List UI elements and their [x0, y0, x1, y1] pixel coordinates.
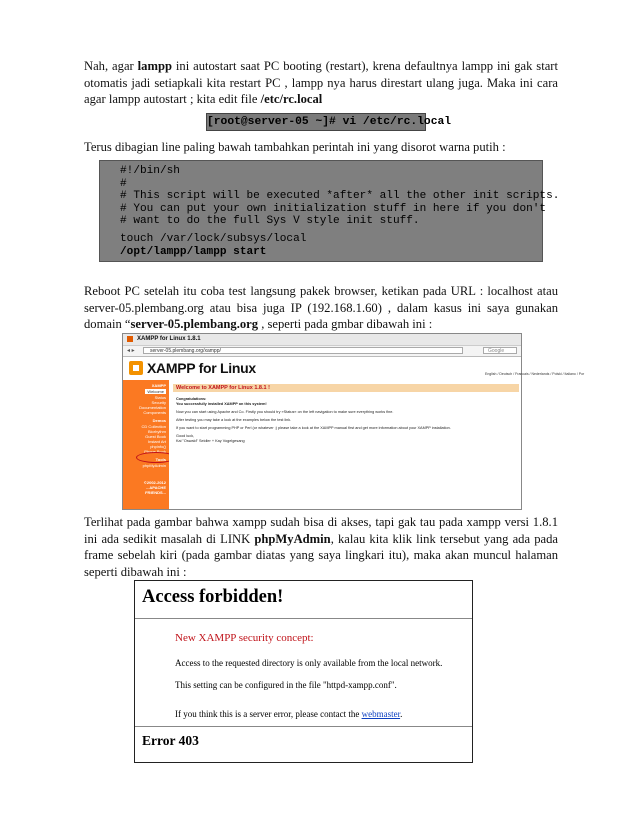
- content-line: Congratulations:: [176, 397, 207, 401]
- access-forbidden-screenshot: [134, 580, 473, 763]
- xampp-brand: XAMPP for Linux: [147, 360, 256, 376]
- content-line: Kai "Oswald" Seidler + Kay Vogelgesang: [176, 439, 245, 443]
- sidebar-item-components[interactable]: Components: [143, 410, 166, 415]
- domain-name: server-05.plembang.org: [130, 317, 259, 332]
- filename-rc-local: /etc/rc.local: [260, 92, 323, 107]
- webmaster-link[interactable]: webmaster: [361, 709, 401, 719]
- error-code: Error 403: [142, 733, 199, 748]
- sidebar-item-cd-collection[interactable]: CD Collection: [141, 424, 166, 429]
- paragraph-phpmyadmin: Terlihat pada gambar bahwa xampp sudah bisa di akses, tapi gak tau pada xampp versi 1.8.1 ini ada sedikit masalah di LINK phpMyAdmin, kalau kita klik link tersebut yang ada pada frame sebelah kiri (pada gambar diatas yang saya lingkari itu), maka akan muncul halaman seperti dibawah ini :: [84, 515, 558, 579]
- paragraph-reboot: Reboot PC setelah itu coba test langsung pakek browser, ketikan pada URL : localhost atau server-05.plembang.org atau bisa juga IP (192.168.1.60) , dalam kasus ini saya gunakan domain “server-05.plembang.org , seperti pada gmbar dibawah ini :: [84, 284, 558, 332]
- xampp-sidebar: [123, 380, 169, 509]
- content-line: After testing you may take a look at the examples below the test link.: [176, 418, 292, 422]
- nav-arrows-icon[interactable]: ◂ ▸: [127, 348, 135, 354]
- sidebar-item-instant-art[interactable]: Instant Art: [147, 439, 166, 444]
- xampp-header: [123, 357, 585, 380]
- code-line: # You can put your own initialization stuff in here if you don't: [120, 202, 547, 215]
- keyword-lampp: lampp: [137, 59, 172, 73]
- message-config-file: This setting can be configured in the file "httpd-xampp.conf".: [175, 680, 397, 690]
- sidebar-item-phpinfo[interactable]: phpinfo(): [150, 444, 166, 449]
- sidebar-head-tools: Tools: [155, 457, 166, 462]
- language-links[interactable]: English / Deutsch / Francais / Nederlands / Polski / Italiano / Por: [485, 372, 585, 376]
- keyword-phpmyadmin: phpMyAdmin: [254, 531, 331, 546]
- sidebar-footer: ©2002-2012 ...APACHE FRIENDS...: [143, 480, 166, 495]
- xampp-main: [169, 380, 521, 509]
- welcome-heading: Welcome to XAMPP for Linux 1.8.1 !: [173, 384, 519, 392]
- paragraph-intro: Nah, agar lampp ini autostart saat PC booting (restart), krena defaultnya lampp ini gak start otomatis jadi setiapkali kita restart PC , lampp nya harus direstart ulang juga. Maka ini cara agar lampp autostart ; kita edit file /etc/rc.local: [84, 59, 558, 107]
- content-line: If you want to start programming PHP or Perl (or whatever ;) please take a look at the XAMPP manual first and get more information about your XAMPP installation.: [176, 426, 451, 430]
- code-line: # This script will be executed *after* all the other init scripts.: [120, 190, 560, 202]
- code-line: # want to do the full Sys V style init stuff.: [120, 215, 420, 227]
- sidebar-item-welcome[interactable]: Welcome: [147, 389, 164, 394]
- xampp-welcome-screenshot: [122, 333, 585, 510]
- search-box[interactable]: Google: [483, 347, 517, 354]
- divider: [135, 618, 472, 619]
- sidebar-item-security[interactable]: Security: [151, 400, 166, 405]
- security-concept-heading: New XAMPP security concept:: [175, 632, 314, 644]
- sidebar-item-documentation[interactable]: Documentation: [139, 405, 166, 410]
- sidebar-item-phone-book[interactable]: Phone Book: [144, 449, 166, 454]
- command-box: [root@server-05 ~]# vi /etc/rc.local: [206, 113, 426, 131]
- sidebar-item-phpmyadmin[interactable]: phpMyAdmin: [142, 463, 166, 468]
- code-line-highlighted: /opt/lampp/lampp start: [120, 245, 267, 258]
- sidebar-head-demos: Demos: [152, 418, 166, 423]
- xampp-logo-icon: [129, 361, 143, 375]
- paragraph-instruction: Terus dibagian line paling bawah tambahkan perintah ini yang disorot warna putih :: [84, 140, 506, 154]
- sidebar-item-guest-book[interactable]: Guest Book: [145, 434, 166, 439]
- window-title: XAMPP for Linux 1.8.1: [137, 336, 201, 342]
- browser-titlebar: [123, 334, 521, 346]
- forbidden-title: Access forbidden!: [142, 587, 284, 607]
- code-line: #: [120, 177, 127, 190]
- code-block: [99, 160, 560, 262]
- divider: [135, 726, 472, 727]
- content-line: Good luck,: [176, 434, 195, 438]
- sidebar-item-biorhythm[interactable]: Biorhythm: [147, 429, 166, 434]
- sidebar-head-xampp: XAMPP: [151, 383, 166, 388]
- code-line: touch /var/lock/subsys/local: [120, 233, 307, 245]
- browser-toolbar: [123, 346, 521, 357]
- content-line: Now you can start using Apache and Co. Firstly you should try »Status« on the left navigation to make sure everything works fine.: [176, 410, 394, 414]
- url-bar[interactable]: server-05.plembang.org/xampp/: [143, 347, 463, 354]
- message-local-network: Access to the requested directory is only available from the local network.: [175, 658, 443, 668]
- code-line: #!/bin/sh: [120, 165, 180, 177]
- sidebar-item-status[interactable]: Status: [154, 395, 166, 400]
- content-line: You successfully installed XAMPP on this system!: [176, 402, 267, 406]
- message-contact: If you think this is a server error, please contact the webmaster.: [175, 709, 403, 719]
- favicon-icon: [127, 336, 133, 342]
